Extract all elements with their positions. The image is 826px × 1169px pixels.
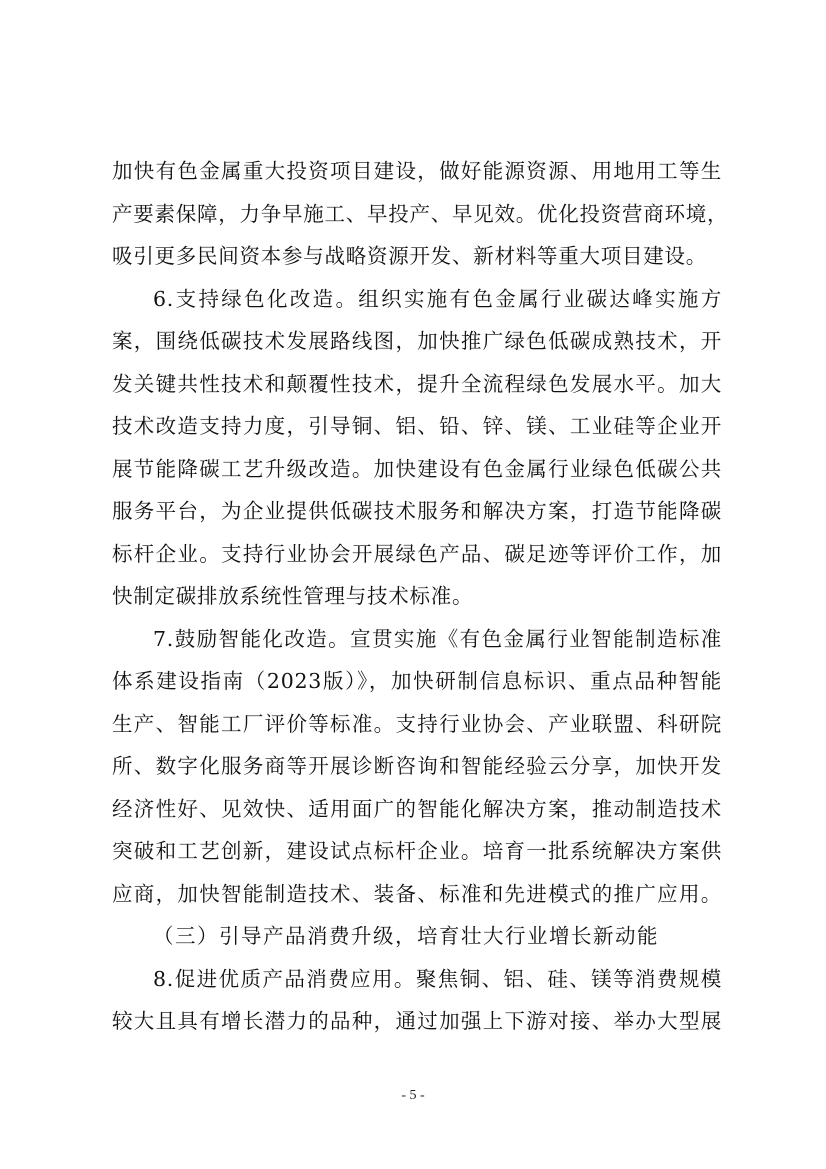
paragraph-line: 应商，加快智能制造技术、装备、标准和先进模式的推广应用。 (112, 881, 722, 906)
paragraph-line: 经济性好、见效快、适用面广的智能化解决方案，推动制造技术 (112, 796, 722, 821)
paragraph-line: 快制定碳排放系统性管理与技术标准。 (112, 584, 474, 608)
paragraph-6-first-line: 6.支持绿色化改造。组织实施有色金属行业碳达峰实施方 (153, 286, 722, 311)
paragraph-line: 发关键共性技术和颠覆性技术，提升全流程绿色发展水平。加大 (112, 371, 722, 396)
paragraph-line: 加快有色金属重大投资项目建设，做好能源资源、用地用工等生 (112, 159, 722, 183)
paragraph-line: 较大且具有增长潜力的品种，通过加强上下游对接、举办大型展 (112, 1009, 722, 1033)
page-number: - 5 - (401, 1088, 425, 1103)
paragraph-line: 技术改造支持力度，引导铜、铝、铅、锌、镁、工业硅等企业开 (112, 414, 722, 438)
paragraph-line: 体系建设指南（2023版）》，加快研制信息标识、重点品种智能 (112, 669, 722, 693)
paragraph-line: 吸引更多民间资本参与战略资源开发、新材料等重大项目建设。 (112, 244, 707, 268)
paragraph-line: 生产、智能工厂评价等标准。支持行业协会、产业联盟、科研院 (112, 711, 722, 736)
paragraph-line: 突破和工艺创新，建设试点标杆企业。培育一批系统解决方案供 (112, 839, 722, 863)
paragraph-line: 案，围绕低碳技术发展路线图，加快推广绿色低碳成熟技术，开 (112, 329, 722, 353)
paragraph-8-first-line: 8.促进优质产品消费应用。聚焦铜、铝、硅、镁等消费规模 (153, 966, 722, 991)
paragraph-line: 服务平台，为企业提供低碳技术服务和解决方案，打造节能降碳 (112, 499, 722, 523)
paragraph-7-first-line: 7.鼓励智能化改造。宣贯实施《有色金属行业智能制造标准 (153, 626, 722, 651)
section-heading: （三）引导产品消费升级，培育壮大行业增长新动能 (153, 924, 659, 948)
paragraph-line: 所、数字化服务商等开展诊断咨询和智能经验云分享，加快开发 (112, 754, 722, 778)
document-body (112, 150, 729, 1043)
paragraph-line: 展节能降碳工艺升级改造。加快建设有色金属行业绿色低碳公共 (112, 456, 722, 481)
paragraph-line: 标杆企业。支持行业协会开展绿色产品、碳足迹等评价工作，加 (112, 541, 722, 566)
paragraph-line: 产要素保障，力争早施工、早投产、早见效。优化投资营商环境， (112, 201, 729, 226)
